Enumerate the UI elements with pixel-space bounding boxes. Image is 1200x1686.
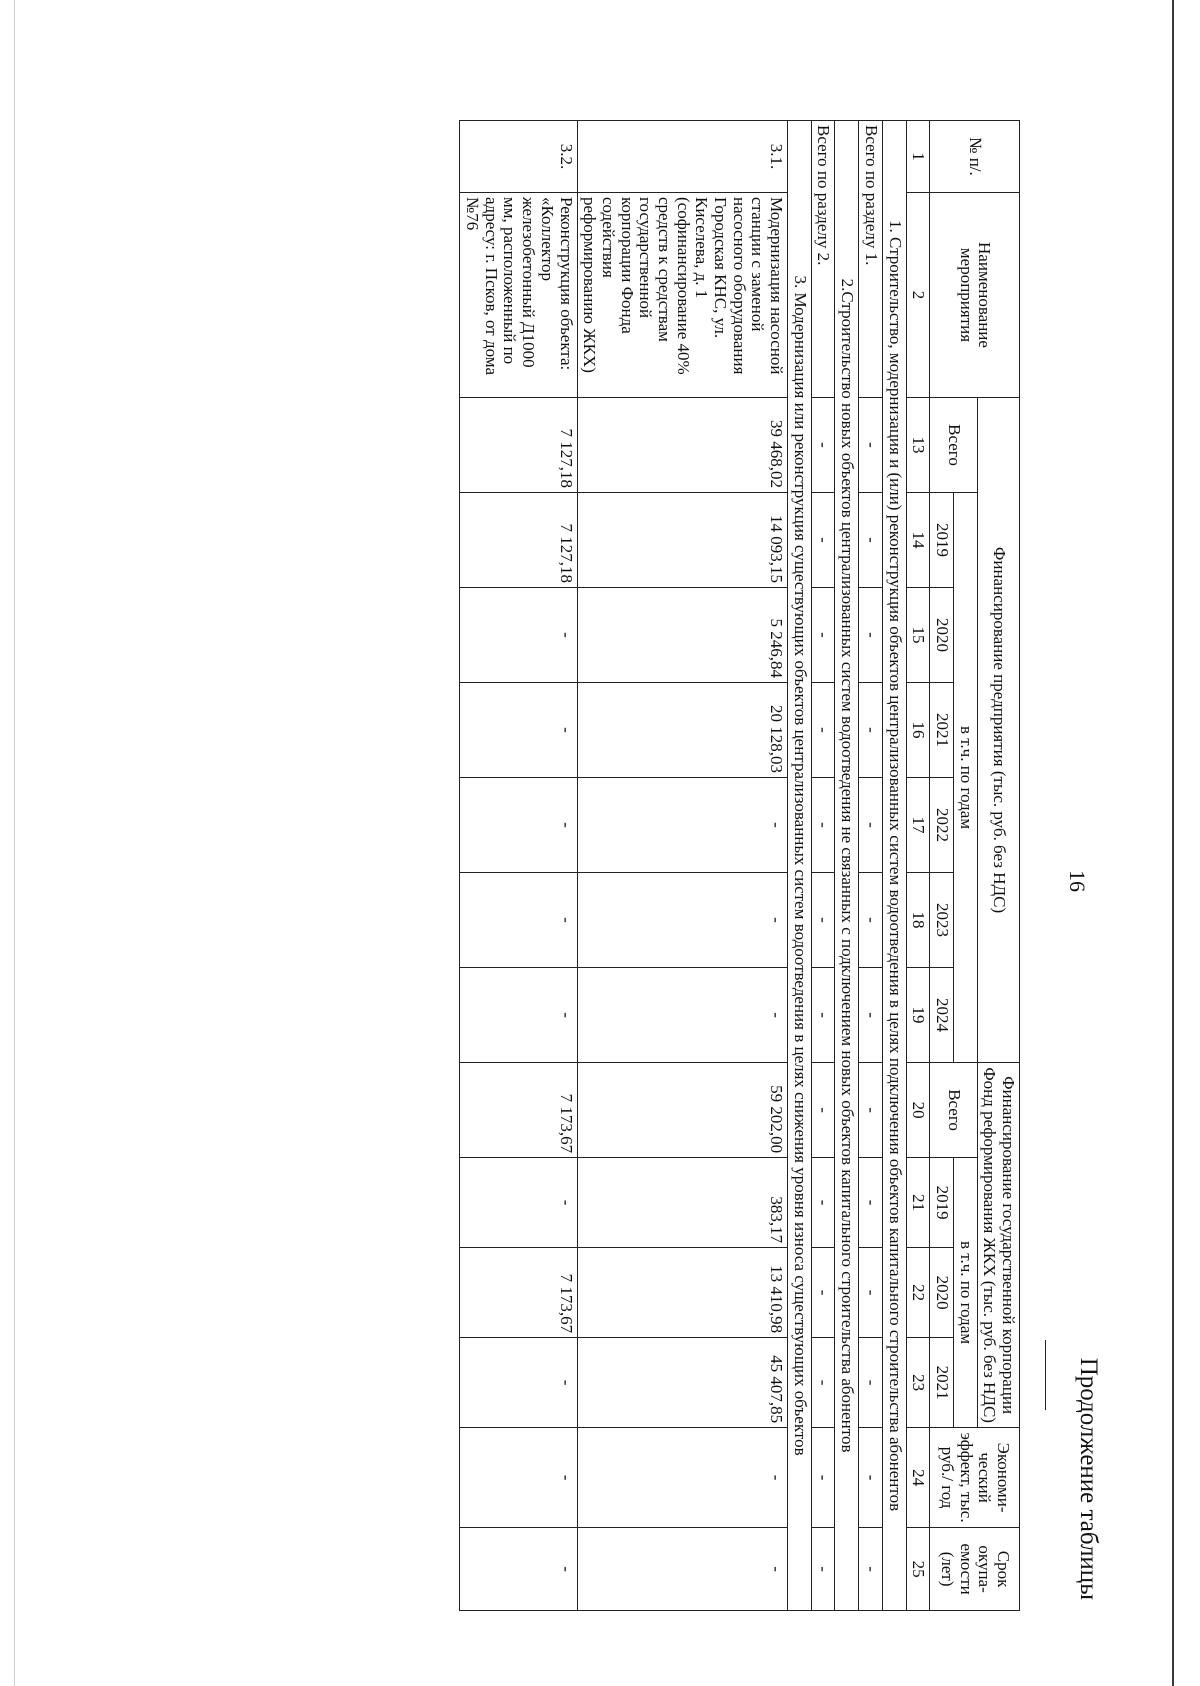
page-header (1050, 40, 1160, 1640)
dash-cell: - (859, 1248, 883, 1338)
dash-cell: - (859, 683, 883, 778)
section-3-title-row (788, 121, 812, 1611)
value-cell: - (577, 1428, 788, 1528)
column-number: 20 (906, 1063, 930, 1158)
dash-cell: - (811, 683, 835, 778)
col-header-total-enterprise: Всего (930, 398, 977, 493)
continuation-heading: Продолжение таблицы (1075, 1357, 1102, 1600)
column-number: 24 (906, 1428, 930, 1528)
col-header-fund-financing: Финансирование государственной корпорации Фонд реформирования ЖКХ (тыс. руб. без НДС) (977, 1063, 1019, 1428)
column-number: 13 (906, 398, 930, 493)
section-1-title: 1. Строительство, модернизация и (или) реконструкция объектов централизованных систем водоотведения в целях подключения объектов капитального строительства абонентов (882, 121, 906, 1611)
dash-cell: - (811, 1428, 835, 1528)
dash-cell: - (811, 1063, 835, 1158)
dash-cell: - (811, 1338, 835, 1428)
value-cell: 14 093,15 (577, 493, 788, 588)
col-header-economic-effect: Экономи- ческий эффект, тыс. руб./ год (930, 1428, 1020, 1528)
dash-cell: - (811, 968, 835, 1063)
value-cell: 7 127,18 (460, 493, 577, 588)
row-number: 3.1. (577, 121, 788, 193)
dash-cell: - (859, 1528, 883, 1611)
value-cell: - (460, 683, 577, 778)
section-2-title: 2.Строительство новых объектов централизованных систем водоотведения не связанных с подключением новых объектов капитального строительства абонентов (835, 121, 859, 1611)
value-cell: - (577, 778, 788, 873)
dash-cell: - (859, 968, 883, 1063)
year-header: 2022 (930, 778, 954, 873)
col-header-name: Наименование мероприятия (930, 193, 1020, 398)
dash-cell: - (859, 1063, 883, 1158)
dash-cell: - (859, 1338, 883, 1428)
section-3-title: 3. Модернизация или реконструкция существующих объектов централизованных систем водоотведения в целях снижения уровня износа существующих объектов (788, 121, 812, 1611)
value-cell: 7 173,67 (460, 1248, 577, 1338)
year-header: 2021 (930, 683, 954, 778)
dash-cell: - (859, 493, 883, 588)
value-cell: - (577, 968, 788, 1063)
table-row (577, 121, 788, 1611)
dash-cell: - (859, 873, 883, 968)
value-cell: - (460, 968, 577, 1063)
value-cell: - (577, 1528, 788, 1611)
value-cell: - (460, 1428, 577, 1528)
section-1-total-row (859, 121, 883, 1611)
col-header-no: № п/. (930, 121, 1020, 193)
col-header-by-years-fund: в т.ч. по годам (953, 1158, 977, 1428)
column-number: 18 (906, 873, 930, 968)
section-2-total-row (811, 121, 835, 1611)
header-row-1 (977, 121, 1019, 1611)
column-number: 1 (906, 121, 930, 193)
dash-cell: - (811, 873, 835, 968)
col-header-enterprise-financing: Финансирование предприятия (тыс. руб. без НДС) (977, 398, 1019, 1063)
year-header: 2019 (930, 493, 954, 588)
column-number: 22 (906, 1248, 930, 1338)
column-number: 2 (906, 193, 930, 398)
year-header: 2023 (930, 873, 954, 968)
section-2-title-row (835, 121, 859, 1611)
value-cell: 383,17 (577, 1158, 788, 1248)
dash-cell: - (859, 1158, 883, 1248)
year-header: 2019 (930, 1158, 954, 1248)
measure-name: Модернизация насосной станции с заменой насосного оборудования Городская КНС, ул. Киселева, д. 1 (софинансирование 40% средств к средствам государственной корпорации Фонда содействия реформированию ЖКХ) (577, 193, 788, 398)
dash-cell: - (811, 778, 835, 873)
row-number: 3.2. (460, 121, 577, 193)
rotated-sheet (10, 40, 1160, 1640)
value-cell: - (460, 1528, 577, 1611)
value-cell: 45 407,85 (577, 1338, 788, 1428)
value-cell: 13 410,98 (577, 1248, 788, 1338)
column-number: 19 (906, 968, 930, 1063)
section-1-total-label: Всего по разделу 1. (859, 121, 883, 398)
col-header-by-years-enterprise: в т.ч. по годам (953, 493, 977, 1063)
right-binding-edge (1172, 0, 1174, 1686)
dash-cell: - (859, 398, 883, 493)
dash-cell: - (859, 588, 883, 683)
column-number: 25 (906, 1528, 930, 1611)
value-cell: 39 468,02 (577, 398, 788, 493)
year-header: 2020 (930, 588, 954, 683)
table-row (460, 121, 577, 1611)
dash-cell: - (811, 1248, 835, 1338)
value-cell: - (460, 588, 577, 683)
column-number: 17 (906, 778, 930, 873)
column-number-row (906, 121, 930, 1611)
dash-cell: - (811, 1528, 835, 1611)
value-cell: - (577, 873, 788, 968)
section-2-total-label: Всего по разделу 2. (811, 121, 835, 398)
value-cell: - (460, 1338, 577, 1428)
year-header: 2021 (930, 1338, 954, 1428)
dash-cell: - (811, 493, 835, 588)
value-cell: 5 246,84 (577, 588, 788, 683)
dash-cell: - (859, 778, 883, 873)
value-cell: - (460, 1158, 577, 1248)
dash-cell: - (859, 1428, 883, 1528)
year-header: 2024 (930, 968, 954, 1063)
year-header: 2020 (930, 1248, 954, 1338)
measure-name: Реконструкция объекта: «Коллектор железобетонный Д1000 мм, расположенный по адресу: г. Псков, от дома №76 (460, 193, 577, 398)
header-rule (1045, 1340, 1046, 1410)
value-cell: 7 173,67 (460, 1063, 577, 1158)
dash-cell: - (811, 588, 835, 683)
column-number: 15 (906, 588, 930, 683)
value-cell: - (460, 778, 577, 873)
value-cell: - (460, 873, 577, 968)
column-number: 14 (906, 493, 930, 588)
column-number: 16 (906, 683, 930, 778)
dash-cell: - (811, 398, 835, 493)
value-cell: 7 127,18 (460, 398, 577, 493)
value-cell: 20 128,03 (577, 683, 788, 778)
page-number: 16 (1065, 870, 1090, 892)
col-header-total-fund: Всего (930, 1063, 977, 1158)
column-number: 23 (906, 1338, 930, 1428)
dash-cell: - (811, 1158, 835, 1248)
col-header-payback: Срок окупа- емости (лет) (930, 1528, 1020, 1611)
section-1-title-row (882, 121, 906, 1611)
column-number: 21 (906, 1158, 930, 1248)
financing-table (459, 120, 1020, 1611)
value-cell: 59 202,00 (577, 1063, 788, 1158)
